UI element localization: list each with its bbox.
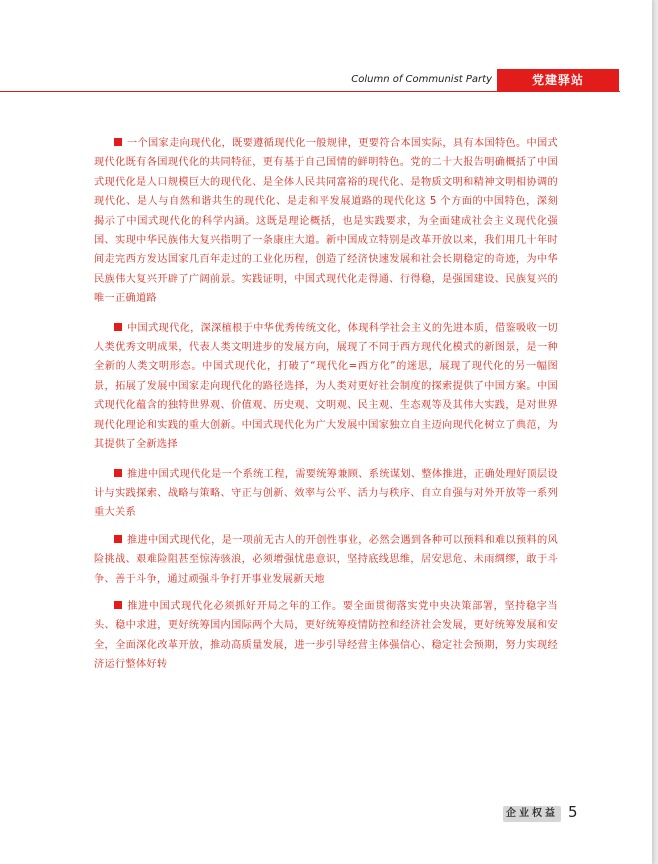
square-bullet-icon [114, 469, 122, 477]
paragraph-4 [94, 531, 558, 589]
article-body [94, 134, 558, 685]
square-bullet-icon [114, 601, 122, 609]
paragraph-1 [94, 134, 558, 309]
footer-brand-badge: 企业权益 [503, 806, 561, 822]
paragraph-text: 一个国家走向现代化，既要遵循现代化一般规律，更要符合本国实际，具有本国特色。中国式现代化既有各国现代化的共同特征，更有基于自己国情的鲜明特色。党的二十大报告明确概括了中国式现代化是人口规模巨大的现代化、是全体人民共同富裕的现代化、是物质文明和精神文明相协调的现代化、是人与自然和谐共生的现代化、是走和平发展道路的现代化这 5 个方面的中国特色，深刻揭示了中国式现代化的科学内涵。这既是理论概括，也是实践要求，为全面建成社会主义现代化强国、实现中华民族伟大复兴指明了一条康庄大道。新中国成立特别是改革开放以来，我们用几十年时间走完西方发达国家几百年走过的工业化历程，创造了经济快速发展和社会长期稳定的奇迹，为中华民族伟大复兴开辟了广阔前景。实践证明，中国式现代化走得通、行得稳，是强国建设、民族复兴的唯一正确道路 [94, 138, 558, 305]
column-title: Column of Communist Party [351, 74, 492, 85]
square-bullet-icon [114, 138, 122, 146]
paragraph-text: 推进中国式现代化必须抓好开局之年的工作。要全面贯彻落实党中央决策部署，坚持稳字当头、稳中求进，更好统筹国内国际两个大局，更好统筹疫情防控和经济社会发展，更好统筹发展和安全，全面深化改革开放，推动高质量发展，进一步引导经营主体强信心、稳定社会预期，努力实现经济运行整体好转 [94, 600, 558, 671]
square-bullet-icon [114, 535, 122, 543]
paragraph-text: 推进中国式现代化，是一项前无古人的开创性事业，必然会遇到各种可以预料和难以预料的风险挑战、艰难险阻甚至惊涛骇浪，必须增强忧患意识，坚持底线思维，居安思危、未雨绸缪，敢于斗争、善于斗争，通过顽强斗争打开事业发展新天地 [94, 534, 558, 585]
section-label-tab: 党建驿站 [497, 69, 619, 92]
paragraph-3 [94, 465, 558, 523]
paragraph-text: 推进中国式现代化是一个系统工程，需要统筹兼顾、系统谋划、整体推进，正确处理好顶层设计与实践探索、战略与策略、守正与创新、效率与公平、活力与秩序、自立自强与对外开放等一系列重大关系 [94, 468, 558, 519]
paragraph-text: 中国式现代化，深深植根于中华优秀传统文化，体现科学社会主义的先进本质，借鉴吸收一切人类优秀文明成果，代表人类文明进步的发展方向，展现了不同于西方现代化模式的新图景，是一种全新的人类文明形态。中国式现代化，打破了“现代化=西方化”的迷思，展现了现代化的另一幅图景，拓展了发展中国家走向现代化的路径选择，为人类对更好社会制度的探索提供了中国方案。中国式现代化蕴含的独特世界观、价值观、历史观、文明观、民主观、生态观等及其伟大实践，是对世界现代化理论和实践的重大创新。中国式现代化为广大发展中国家独立自主迈向现代化树立了典范，为其提供了全新选择 [94, 322, 558, 451]
page-number: 5 [568, 803, 578, 821]
square-bullet-icon [114, 323, 122, 331]
paragraph-5 [94, 597, 558, 675]
paragraph-2 [94, 319, 558, 455]
